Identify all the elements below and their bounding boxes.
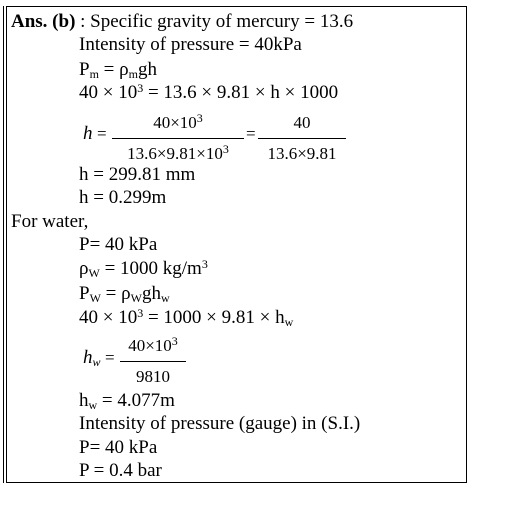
wfrac-num-text: 40×10 xyxy=(128,336,172,355)
specific-gravity-text: : Specific gravity of mercury = 13.6 xyxy=(80,11,354,32)
pw-symbol: P xyxy=(79,283,90,304)
rho-w-value: = 1000 kg/m xyxy=(99,258,202,279)
fraction2-denominator: 13.6×9.81 xyxy=(267,144,337,163)
pressure-bar: P = 0.4 bar xyxy=(79,460,162,481)
wfrac-num-exp: 3 xyxy=(171,334,178,348)
left-edge-line xyxy=(3,6,4,483)
fraction2-numerator: 40 xyxy=(293,113,311,132)
frac1-den-text: 13.6×9.81×10 xyxy=(127,144,223,163)
rho-subscript: m xyxy=(128,67,138,81)
hw-result xyxy=(79,390,175,412)
rho-symbol: ρ xyxy=(79,258,89,279)
hw-equals: = xyxy=(105,348,115,367)
hw-subscript: w xyxy=(92,355,101,369)
rho-w-exponent: 3 xyxy=(201,257,208,271)
pressure-kpa: P= 40 kPa xyxy=(79,437,158,458)
pw-h-subscript: w xyxy=(160,291,170,305)
pw-rho-subscript: W xyxy=(130,291,142,305)
water-fraction-numerator xyxy=(120,336,186,356)
water-pressure: P= 40 kPa xyxy=(79,234,158,255)
answer-box xyxy=(6,6,467,483)
weq-subscript: w xyxy=(284,315,294,329)
frac1-num-exp: 3 xyxy=(196,111,203,125)
pm-subscript: m xyxy=(89,67,99,81)
eq-rhs: = 13.6 × 9.81 × h × 1000 xyxy=(143,82,339,103)
hw-variable xyxy=(83,348,101,368)
result-mm: h = 299.81 mm xyxy=(79,164,196,185)
pm-tail: gh xyxy=(137,59,157,80)
water-fraction-denominator: 9810 xyxy=(136,367,170,386)
water-heading: For water, xyxy=(11,211,89,232)
fraction1-numerator xyxy=(112,113,244,133)
result-m: h = 0.299m xyxy=(79,187,167,208)
rho-w-subscript: W xyxy=(88,266,100,280)
rho-w-line xyxy=(79,258,208,280)
weq-lhs: 40 × 10 xyxy=(79,307,138,328)
frac1-den-exp: 3 xyxy=(222,142,229,156)
weq-rhs: = 1000 × 9.81 × h xyxy=(143,307,285,328)
fraction1-denominator xyxy=(112,144,244,164)
fraction-equals: = xyxy=(246,124,256,143)
intensity-line: Intensity of pressure = 40kPa xyxy=(79,34,302,55)
pw-equals-rho: = ρ xyxy=(100,283,131,304)
fraction1-bar xyxy=(112,138,244,139)
hw-symbol: h xyxy=(83,347,93,368)
eq-lhs: 40 × 10 xyxy=(79,82,138,103)
pw-tail: gh xyxy=(141,283,161,304)
hw-result-subscript: w xyxy=(88,398,98,412)
fraction2-bar xyxy=(258,138,346,139)
hw-result-symbol: h xyxy=(79,390,89,411)
eq-exponent: 3 xyxy=(137,81,144,95)
pm-equals-rho: = ρ xyxy=(98,59,129,80)
weq-exponent: 3 xyxy=(137,306,144,320)
hw-result-value: = 4.077m xyxy=(97,390,175,411)
water-fraction-bar xyxy=(120,361,186,362)
h-variable: h xyxy=(83,123,93,144)
pm-equation xyxy=(79,59,157,81)
water-equation-line xyxy=(79,307,293,329)
pw-subscript: W xyxy=(89,291,101,305)
answer-line-1 xyxy=(11,11,353,33)
answer-label: Ans. (b) xyxy=(11,11,76,32)
h-equals: = xyxy=(97,124,107,143)
frac1-num-text: 40×10 xyxy=(153,113,197,132)
mercury-equation-line xyxy=(79,82,338,104)
pw-equation xyxy=(79,283,170,305)
intensity-si: Intensity of pressure (gauge) in (S.I.) xyxy=(79,413,361,434)
pm-symbol: P xyxy=(79,59,90,80)
